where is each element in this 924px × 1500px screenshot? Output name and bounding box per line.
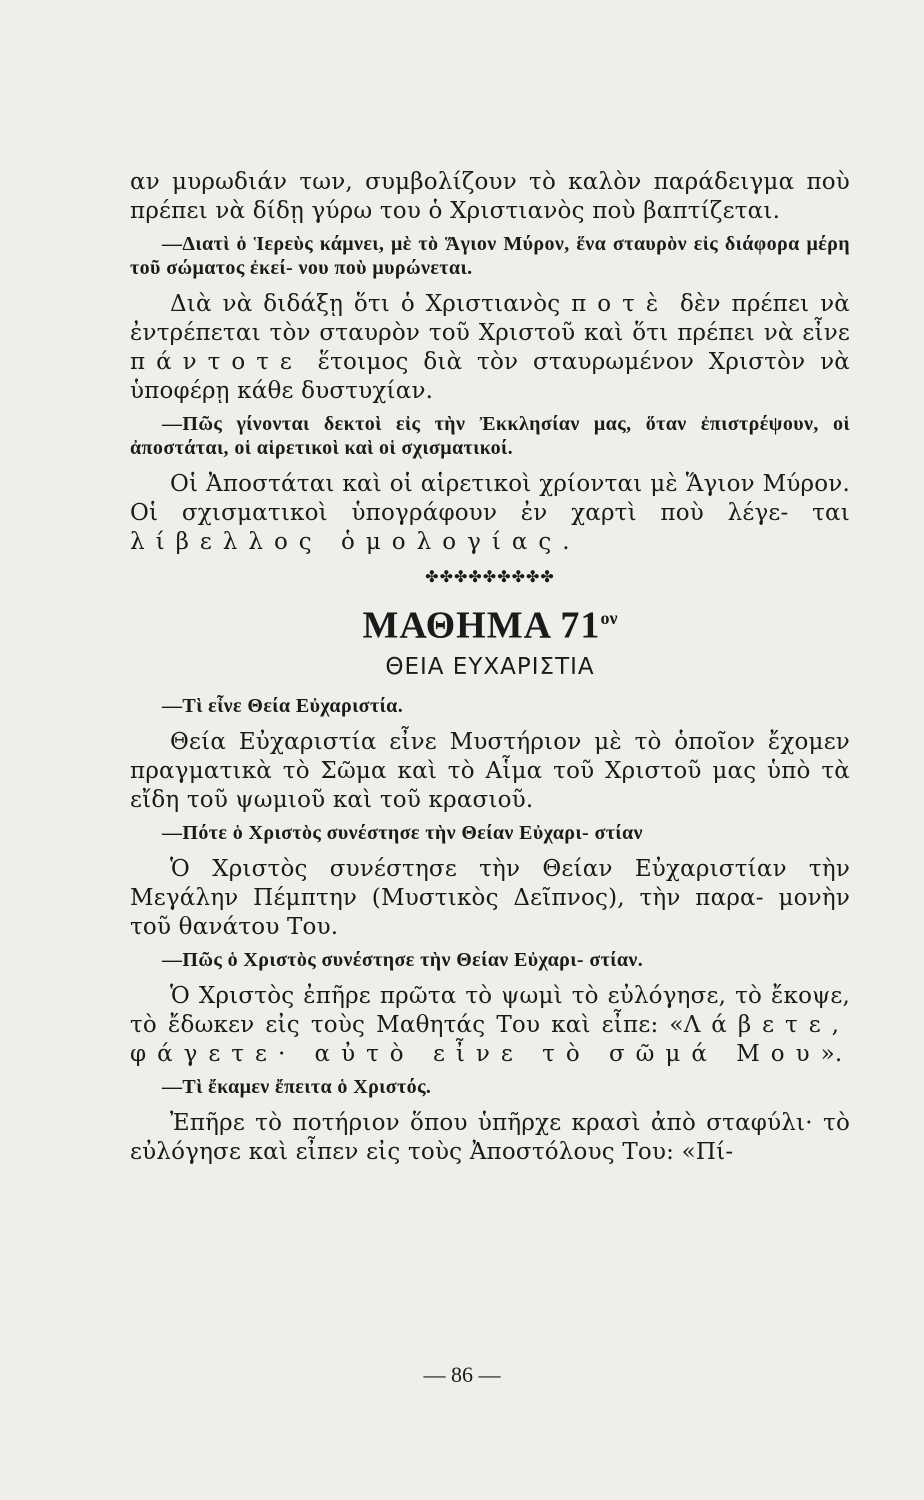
emphasis-take-eat: Λάβετε, φάγετε· αὐτὸ εἶνε τὸ σῶμά Μου xyxy=(130,1011,850,1067)
answer-text: δὲν πρέπει νὰ ἐντρέπεται τὸν σταυρὸν τοῦ Χριστοῦ καὶ ὅτι πρέπει νὰ εἶνε xyxy=(130,291,851,346)
question-how-established: —Πῶς ὁ Χριστὸς συνέστησε τὴν Θείαν Εὐχαρι- στίαν. xyxy=(162,948,644,971)
question-reception: —Πῶς γίνονται δεκτοὶ εἰς τὴν Ἐκκλησίαν μας, ὅταν ἐπιστρέψουν, οἱ ἀποστάται, οἱ αἱρετικοὶ καὶ οἱ σχισματικοί. xyxy=(130,413,850,459)
answer-text: Οἱ Ἀποστάται καὶ οἱ αἱρετικοὶ χρίονται μὲ Ἅγιον Μύρον. Οἱ σχισματικοὶ ὑπογράφουν ἐν χαρτὶ ποὺ λέγε- ται xyxy=(130,471,850,526)
question-what-eucharist: —Τὶ εἶνε Θεία Εὐχαριστία. xyxy=(162,694,404,717)
emphasis-libellus: λίβελλος ὁμολογίας xyxy=(130,529,563,555)
lesson-number: ΜΑΘΗΜΑ 71 xyxy=(362,604,601,647)
answer-how-established xyxy=(130,982,850,1069)
answer-what-next: Ἐπῆρε τὸ ποτήριον ὅπου ὑπῆρχε κρασὶ ἀπὸ σταφύλι· τὸ εὐλόγησε καὶ εἶπεν εἰς τοὺς Ἀποστόλους Του: «Πί- xyxy=(130,1109,850,1165)
lesson-subtitle: ΘΕΙΑ ΕΥΧΑΡΙΣΤΙΑ xyxy=(385,653,595,680)
ornament-divider: ✤✤✤✤✤✤✤✤✤ xyxy=(425,567,555,586)
question-cross-chrism: —Διατὶ ὁ Ἱερεὺς κάμνει, μὲ τὸ Ἅγιον Μύρον, ἕνα σταυρὸν εἰς διάφορα μέρη τοῦ σώματος ἐκεί- νου ποὺ μυρώνεται. xyxy=(130,233,850,279)
answer-text: ». xyxy=(820,1040,843,1067)
lesson-title xyxy=(130,598,850,646)
answer-when-established: Ὁ Χριστὸς συνέστησε τὴν Θείαν Εὐχαριστίαν τὴν Μεγάλην Πέμπτην (Μυστικὸς Δεῖπνος), τὴν παρα- μονὴν τοῦ θανάτου Του. xyxy=(130,855,850,940)
answer-text: Ὁ Χριστὸς ἐπῆρε πρῶτα τὸ ψωμὶ τὸ εὐλόγησε, τὸ ἔκοψε, τὸ ἔδωκεν εἰς τοὺς Μαθητάς Του καὶ εἶπε: « xyxy=(130,982,850,1038)
answer-what-eucharist: Θεία Εὐχαριστία εἶνε Μυστήριον μὲ τὸ ὁποῖον ἔχομεν πραγματικὰ τὸ Σῶμα καὶ τὸ Αἷμα τοῦ Χριστοῦ μας ὑπὸ τὰ εἴδη τοῦ ψωμιοῦ καὶ τοῦ κρασιοῦ. xyxy=(130,728,850,813)
emphasis-always: πάντοτε xyxy=(130,349,303,375)
answer-text: ἕτοιμος διὰ τὸν σταυρωμένον Χριστὸν νὰ ὑποφέρῃ κάθε δυστυχίαν. xyxy=(130,349,850,404)
emphasis-never: ποτὲ xyxy=(571,291,670,317)
question-when-established: —Πότε ὁ Χριστὸς συνέστησε τὴν Θείαν Εὐχαρι- στίαν xyxy=(162,821,643,844)
answer-cross-chrism xyxy=(130,290,850,406)
lesson-ordinal-suffix: ον xyxy=(600,608,618,628)
answer-text: . xyxy=(562,529,570,555)
paragraph-baptism-end: αν μυρωδιάν των, συμβολίζουν τὸ καλὸν παράδειγμα ποὺ πρέπει νὰ δίδῃ γύρω του ὁ Χριστιανὸς ποὺ βαπτίζεται. xyxy=(130,169,850,224)
question-what-next: —Τὶ ἔκαμεν ἔπειτα ὁ Χριστός. xyxy=(162,1075,432,1098)
page-number: — 86 — xyxy=(423,1362,501,1387)
page-body xyxy=(130,168,850,1167)
answer-text: Διὰ νὰ διδάξῃ ὅτι ὁ Χριστιανὸς xyxy=(170,291,572,317)
answer-reception xyxy=(130,470,850,557)
